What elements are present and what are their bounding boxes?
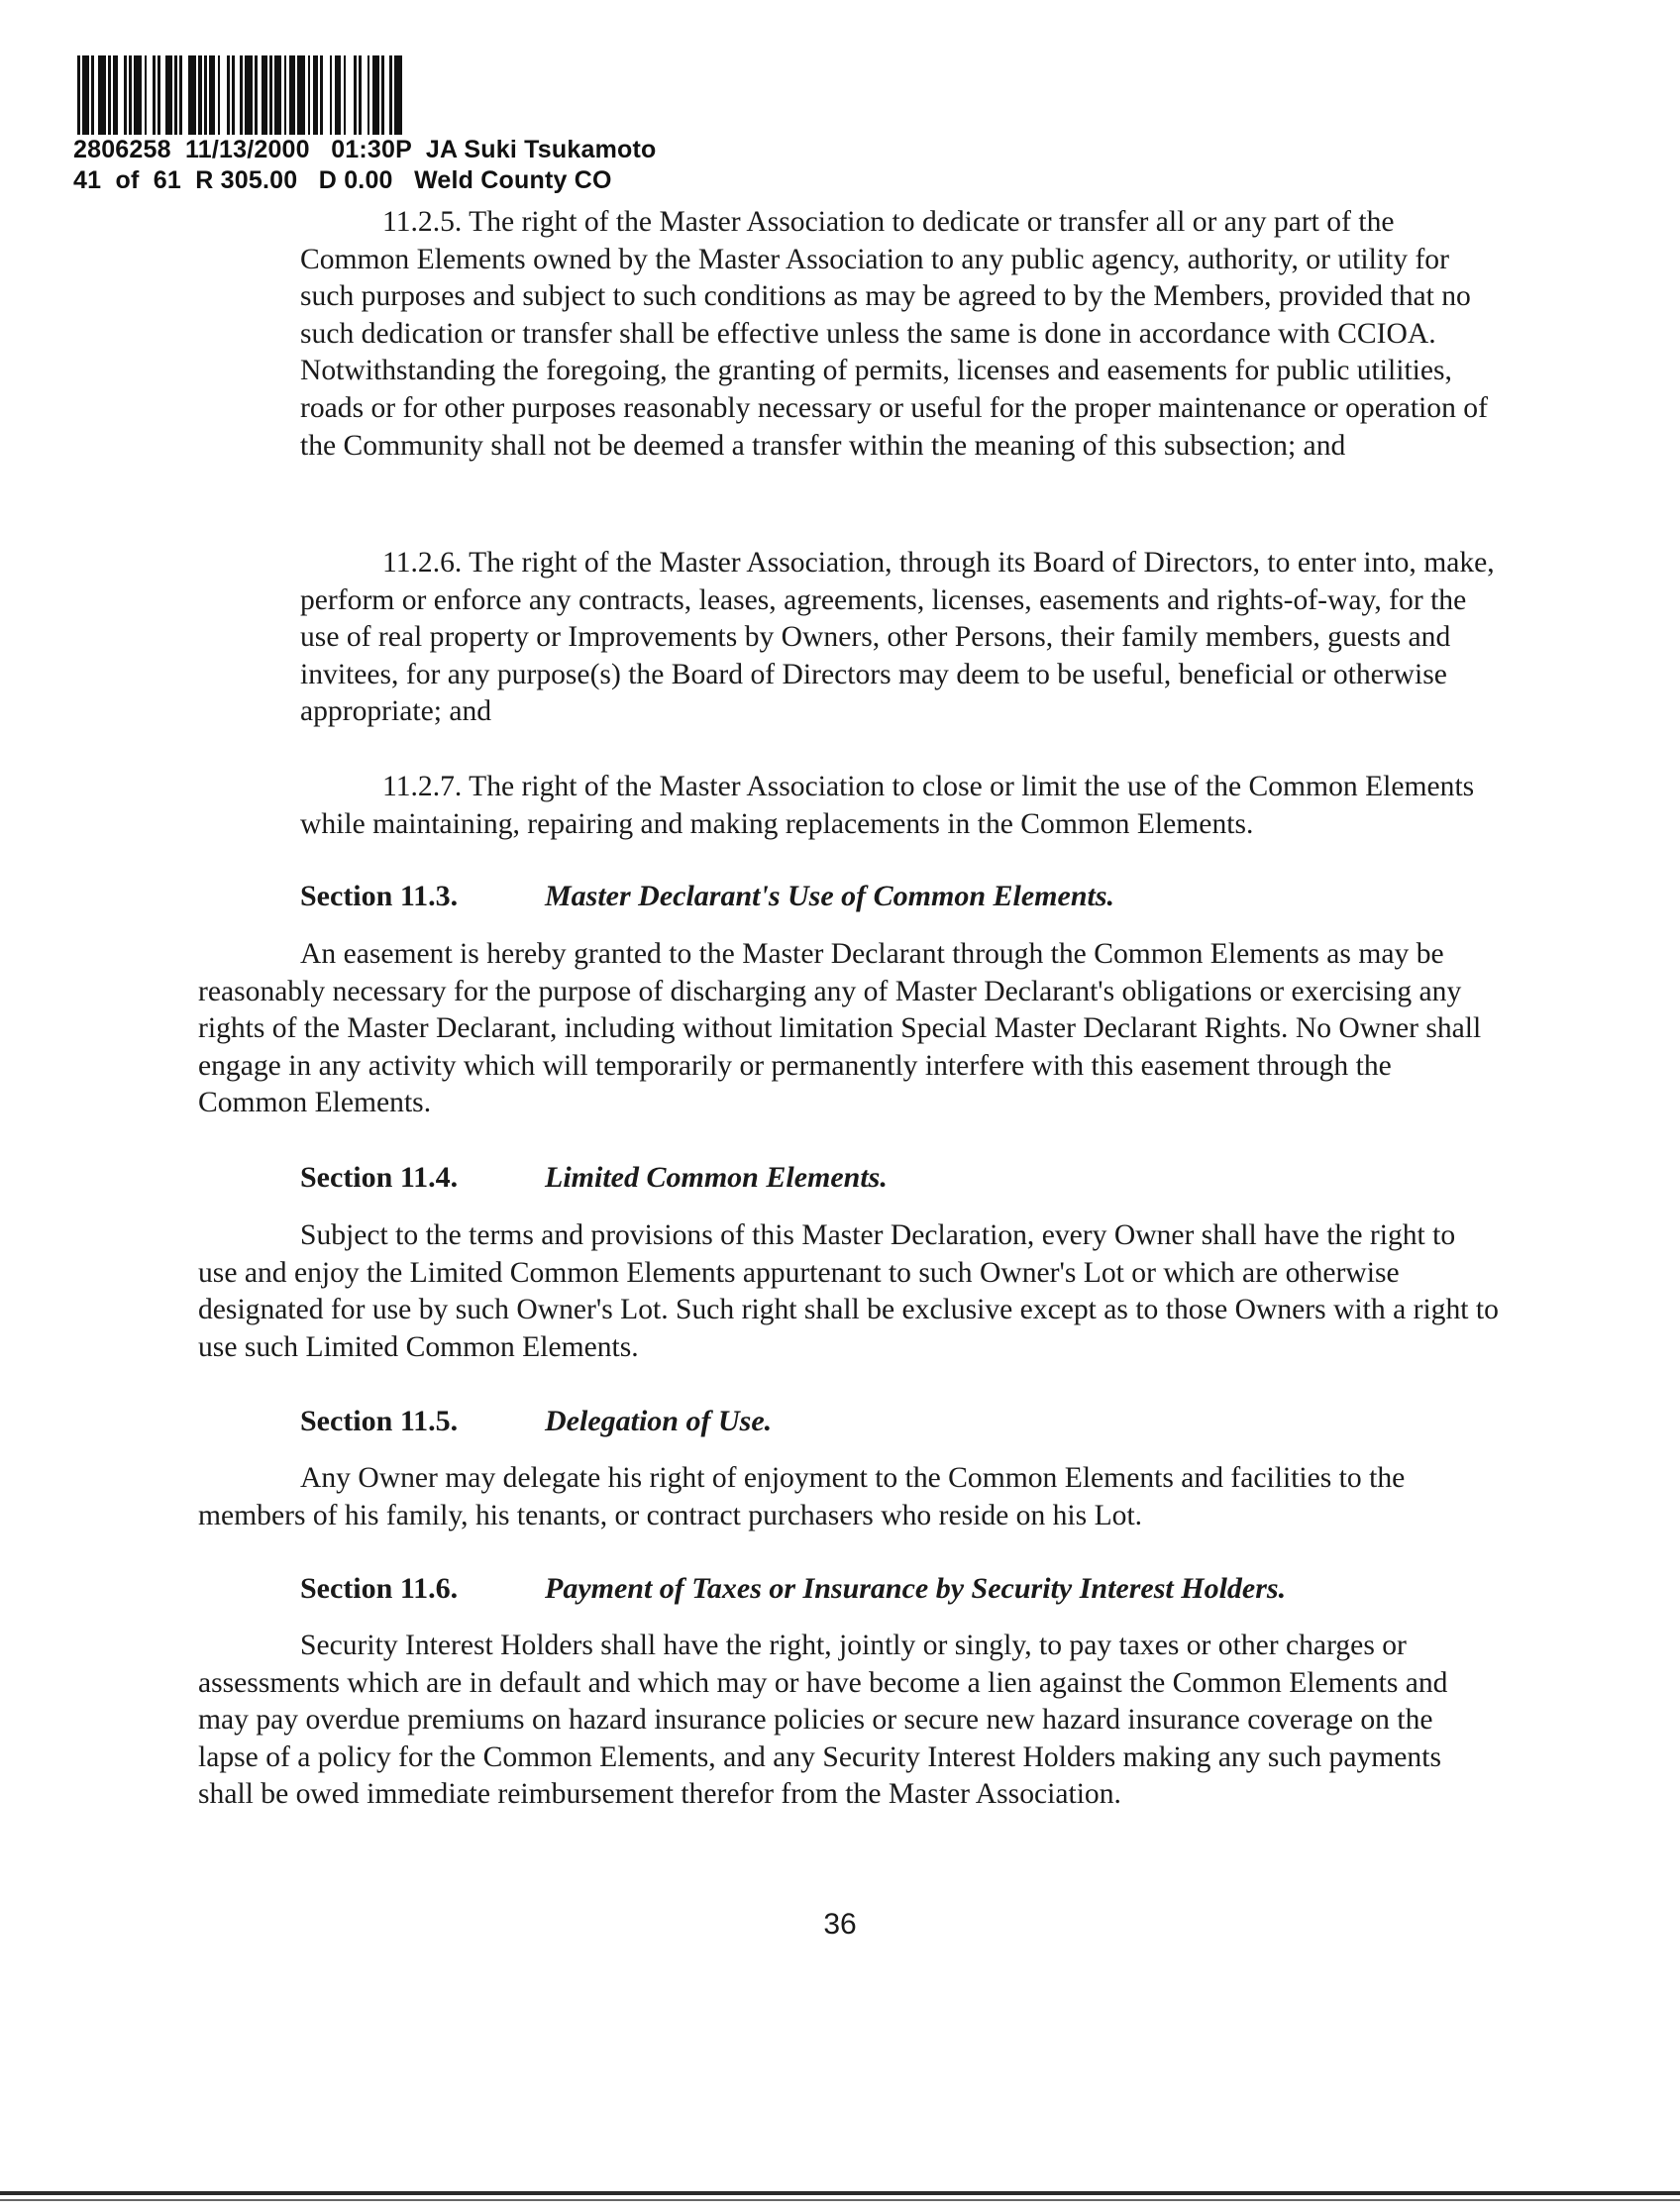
- paragraph-text: 11.2.6. The right of the Master Association, through its Board of Directors, to enter into, make, perform or enforce any contracts, leases, agreements, licenses, easements and rights-of-way, for the use of real property or Improvements by Owners, other Persons, their family members, guests and invitees, for any purpose(s) the Board of Directors may deem to be useful, beneficial or otherwise appropriate; and: [300, 547, 1495, 728]
- barcode-bar: [330, 55, 332, 135]
- barcode-bar: [204, 55, 207, 135]
- section-number: Section 11.5.: [300, 1405, 459, 1437]
- barcode-bar: [209, 55, 215, 135]
- paragraph-text: An easement is hereby granted to the Master Declarant through the Common Elements as may be reasonably necessary for the purpose of discharging any of Master Declarant's obligations or exercising any rights of the Master Declarant, including without limitation Special Master Declarant Rights. No Owner shall engage in any activity which will temporarily or permanently interfere with this easement through the Common Elements.: [198, 938, 1482, 1119]
- section-11-6-heading: [300, 1570, 1286, 1608]
- barcode-bar: [145, 55, 147, 135]
- barcode-bar: [240, 55, 243, 135]
- section-title: Master Declarant's Use of Common Elements.: [545, 880, 1115, 912]
- paragraph-text: 11.2.7. The right of the Master Association to close or limit the use of the Common Elements while maintaining, repairing and making replacements in the Common Elements.: [300, 771, 1475, 840]
- barcode-bar: [368, 55, 369, 135]
- barcode-bar: [274, 55, 281, 135]
- barcode-bar: [372, 55, 379, 135]
- section-11-5-heading: [300, 1403, 772, 1440]
- section-title: Delegation of Use.: [545, 1405, 773, 1437]
- paragraph-text: Any Owner may delegate his right of enjoyment to the Common Elements and facilities to the members of his family, his tenants, or contract purchasers who reside on his Lot.: [198, 1462, 1406, 1531]
- barcode-bar: [313, 55, 318, 135]
- bottom-scan-edge: [0, 2191, 1680, 2195]
- barcode-bar: [255, 55, 258, 135]
- barcode-bar: [320, 55, 323, 135]
- paragraph-11-2-6: [300, 545, 1499, 731]
- barcode-bar: [359, 55, 362, 135]
- barcode-bar: [245, 55, 253, 135]
- barcode-bar: [153, 55, 156, 135]
- barcode-bar: [174, 55, 177, 135]
- bottom-scan-edge-shadow: [0, 2199, 1680, 2201]
- barcode-bar: [165, 55, 172, 135]
- barcode-bar: [124, 55, 127, 135]
- barcode-bar: [262, 55, 267, 135]
- section-number: Section 11.4.: [300, 1161, 459, 1194]
- barcode-bar: [289, 55, 295, 135]
- barcode-bar: [308, 55, 310, 135]
- recording-stamp-line-1: 2806258 11/13/2000 01:30P JA Suki Tsukamoto: [73, 136, 657, 163]
- barcode-bar: [179, 55, 182, 135]
- section-title: Limited Common Elements.: [545, 1161, 888, 1194]
- barcode-bar: [269, 55, 272, 135]
- barcode-bar: [113, 55, 118, 135]
- barcode-bar: [297, 55, 305, 135]
- paragraph-text: Security Interest Holders shall have the right, jointly or singly, to pay taxes or other charges or assessments which are in default and which may or have become a lien against the Common Elements and may pay overdue premiums on hazard insurance policies or secure new hazard insurance coverage on the lapse of a policy for the Common Elements, and any Security Interest Holders making any such payments shall be owed immediate reimbursement therefor from the Master Association.: [198, 1630, 1448, 1811]
- barcode-bar: [381, 55, 384, 135]
- section-11-5-body: [198, 1460, 1499, 1534]
- paragraph-text: 11.2.5. The right of the Master Association to dedicate or transfer all or any part of the Common Elements owned by the Master Association to any public agency, authority, or utility for such purposes and subject to such conditions as may be agreed to by the Members, provided that no such dedication or transfer shall be effective unless the same is done in accordance with CCIOA. Notwithstanding the foregoing, the granting of permits, licenses and easements for public utilities, roads or for other purposes reasonably necessary or useful for the proper maintenance or operation of the Community shall not be deemed a transfer within the meaning of this subsection; and: [300, 206, 1488, 462]
- barcode-bar: [344, 55, 346, 135]
- barcode-bar: [218, 55, 220, 135]
- section-11-3-body: [198, 936, 1499, 1122]
- barcode-bar: [227, 55, 230, 135]
- barcode-bar: [284, 55, 286, 135]
- barcode-bar: [188, 55, 196, 135]
- barcode-bar: [158, 55, 160, 135]
- section-11-3-heading: [300, 878, 1114, 915]
- section-title: Payment of Taxes or Insurance by Security Interest Holders.: [545, 1572, 1287, 1605]
- barcode-bar: [198, 55, 202, 135]
- barcode-bar: [354, 55, 357, 135]
- section-11-4-body: [198, 1217, 1499, 1366]
- recording-stamp-line-2: 41 of 61 R 305.00 D 0.00 Weld County CO: [73, 166, 612, 194]
- paragraph-11-2-7: [300, 769, 1499, 843]
- section-number: Section 11.3.: [300, 880, 459, 912]
- barcode-bar: [389, 55, 392, 135]
- paragraph-text: Subject to the terms and provisions of this Master Declaration, every Owner shall have the right to use and enjoy the Limited Common Elements appurtenant to such Owner's Lot or which are otherwise designated for use by such Owner's Lot. Such right shall be exclusive except as to those Owners with a right to use such Limited Common Elements.: [198, 1219, 1499, 1363]
- barcode-bar: [335, 55, 341, 135]
- barcode-bar: [91, 55, 94, 135]
- section-number: Section 11.6.: [300, 1572, 459, 1605]
- barcode-bar: [98, 55, 106, 135]
- paragraph-11-2-5: [300, 204, 1499, 465]
- section-11-6-body: [198, 1628, 1499, 1814]
- barcode-bar: [108, 55, 111, 135]
- recording-barcode: [77, 55, 761, 135]
- barcode-bar: [82, 55, 89, 135]
- barcode-bar: [394, 55, 402, 135]
- page-number: 36: [823, 1908, 857, 1941]
- barcode-bar: [129, 55, 132, 135]
- barcode-bar: [77, 55, 80, 135]
- barcode-bar: [134, 55, 142, 135]
- barcode-bar: [232, 55, 235, 135]
- section-11-4-heading: [300, 1159, 888, 1197]
